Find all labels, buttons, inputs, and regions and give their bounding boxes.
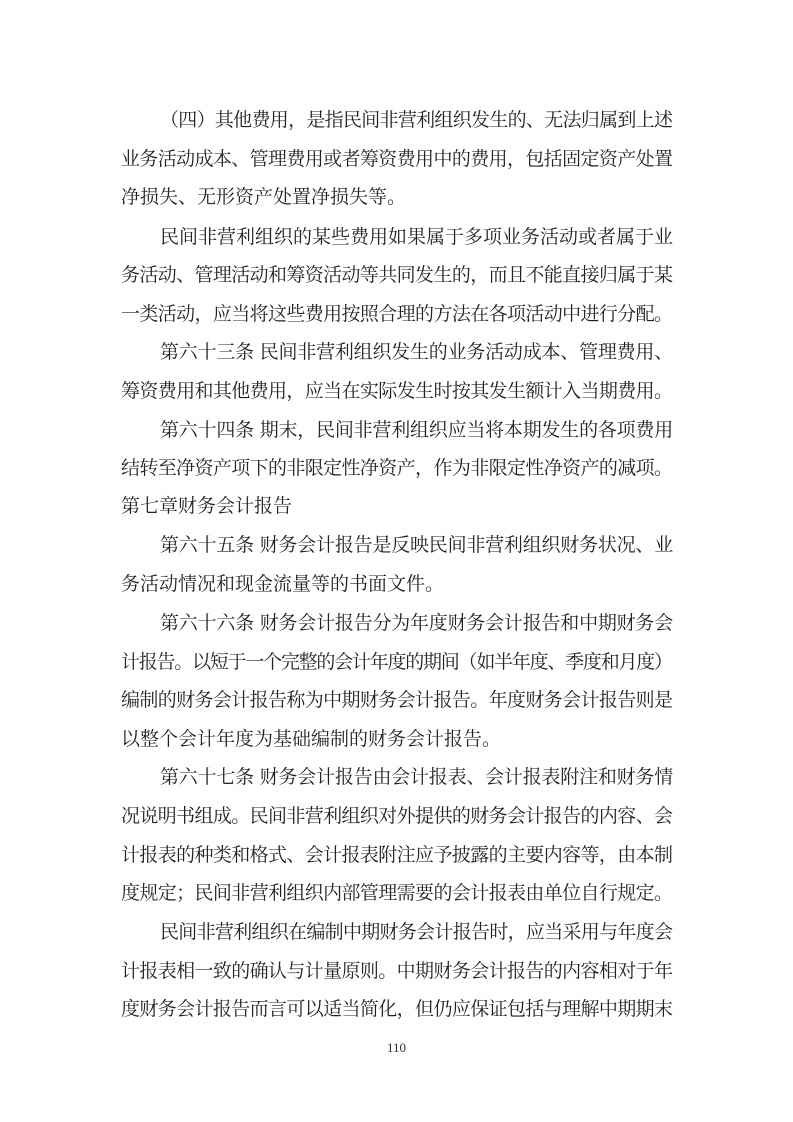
text-line: 第六十四条 期末，民间非营利组织应当将本期发生的各项费用 (160, 419, 673, 441)
page-number: 110 (386, 1040, 407, 1055)
text-line: 务活动情况和现金流量等的书面文件。 (121, 573, 445, 595)
text-line: 第六十五条 财务会计报告是反映民间非营利组织财务状况、业 (160, 534, 673, 556)
text-line: 况说明书组成。民间非营利组织对外提供的财务会计报告的内容、会 (121, 805, 673, 827)
text-line: 第六十三条 民间非营利组织发生的业务活动成本、管理费用、 (160, 341, 673, 363)
text-line: 一类活动，应当将这些费用按照合理的方法在各项活动中进行分配。 (121, 303, 673, 325)
text-line: 第六十七条 财务会计报告由会计报表、会计报表附注和财务情 (160, 766, 673, 788)
chapter-heading: 第七章财务会计报告 (121, 495, 293, 517)
text-line: 结转至净资产项下的非限定性净资产，作为非限定性净资产的减项。 (121, 457, 673, 479)
text-line: 编制的财务会计报告称为中期财务会计报告。年度财务会计报告则是 (121, 689, 673, 711)
text-line: 第六十六条 财务会计报告分为年度财务会计报告和中期财务会 (160, 612, 673, 634)
text-line: 度规定；民间非营利组织内部管理需要的会计报表由单位自行规定。 (121, 882, 673, 904)
text-line: 筹资费用和其他费用，应当在实际发生时按其发生额计入当期费用。 (121, 380, 673, 402)
text-line: 民间非营利组织在编制中期财务会计报告时，应当采用与年度会 (160, 921, 673, 943)
text-line: （四）其他费用，是指民间非营利组织发生的、无法归属到上述 (160, 109, 673, 131)
text-line: 计报表的种类和格式、会计报表附注应予披露的主要内容等，由本制 (121, 844, 673, 866)
text-line: 以整个会计年度为基础编制的财务会计报告。 (121, 728, 502, 750)
text-line: 民间非营利组织的某些费用如果属于多项业务活动或者属于业 (160, 226, 673, 248)
text-line: 计报表相一致的确认与计量原则。中期财务会计报告的内容相对于年 (121, 960, 673, 982)
text-line: 度财务会计报告而言可以适当简化，但仍应保证包括与理解中期期末 (121, 998, 673, 1020)
text-line: 业务活动成本、管理费用或者筹资费用中的费用，包括固定资产处置 (121, 148, 673, 170)
text-line: 计报告。以短于一个完整的会计年度的期间（如半年度、季度和月度） (121, 651, 672, 673)
text-line: 务活动、管理活动和筹资活动等共同发生的，而且不能直接归属于某 (121, 264, 673, 286)
text-line: 净损失、无形资产处置净损失等。 (121, 186, 407, 208)
